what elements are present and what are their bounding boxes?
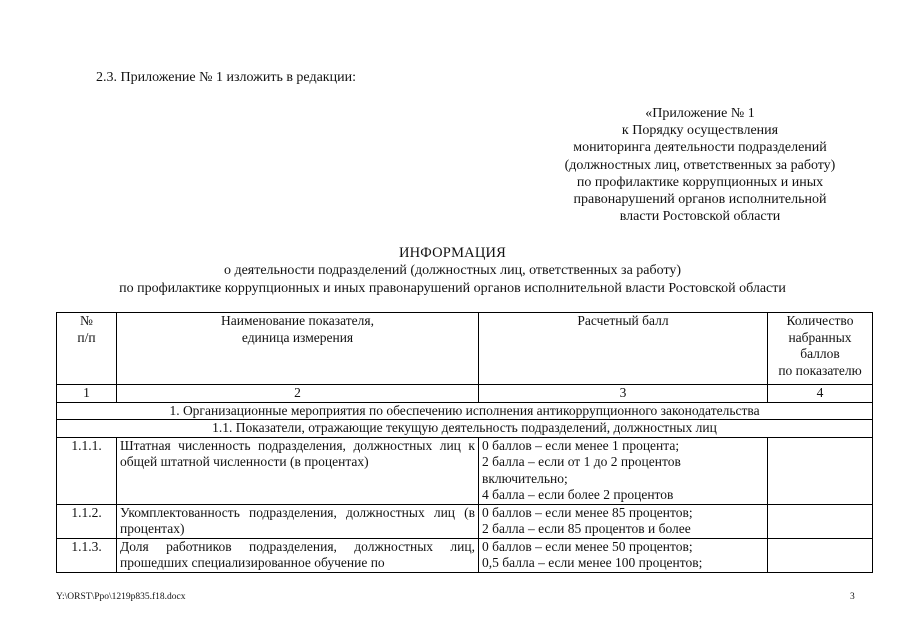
appendix-line: к Порядку осуществления	[621, 123, 779, 139]
table-row	[57, 437, 873, 504]
subsection-title: 1.1. Показатели, отражающие текущую деятельность подразделений, должностных лиц	[57, 420, 873, 438]
header-count-line: по показателю	[778, 362, 862, 378]
appendix-line: «Приложение № 1	[645, 106, 755, 121]
criteria-line: включительно;	[482, 470, 568, 486]
subsection-row	[57, 420, 873, 438]
header-num-line: №	[80, 313, 93, 328]
criteria-line: 0 баллов – если менее 85 процентов;	[482, 504, 693, 520]
appendix-line: мониторинга деятельности подразделений	[573, 140, 827, 156]
document-subtitle: о деятельности подразделений (должностных лиц, ответственных за работу)	[223, 263, 682, 278]
criteria-line: 0 баллов – если менее 50 процентов;	[482, 538, 693, 554]
row-score	[768, 504, 873, 538]
header-num	[57, 313, 117, 385]
column-number: 2	[117, 385, 479, 403]
column-number: 4	[768, 385, 873, 403]
criteria-line: 0,5 балла – если менее 100 процентов;	[482, 555, 703, 570]
table-header-row	[57, 313, 873, 385]
row-criteria	[479, 504, 768, 538]
table-row	[57, 538, 873, 572]
document-title-block	[40, 244, 865, 298]
header-count-line: набранных	[788, 329, 852, 345]
section-title: 1. Организационные мероприятия по обеспечению исполнения антикоррупционного законодательства	[57, 402, 873, 420]
footer-file-path: Y:\ORST\Ppo\1219p835.f18.docx	[56, 592, 186, 602]
row-id: 1.1.3.	[57, 538, 117, 572]
intro-text: 2.3. Приложение № 1 изложить в редакции:	[96, 70, 356, 85]
appendix-line: (должностных лиц, ответственных за работу)	[564, 157, 836, 173]
appendix-header	[520, 105, 880, 225]
document-title: ИНФОРМАЦИЯ	[398, 245, 507, 261]
row-id: 1.1.1.	[57, 437, 117, 504]
criteria-line: 2 балла – если от 1 до 2 процентов	[482, 454, 681, 469]
column-number-row	[57, 385, 873, 403]
row-score	[768, 437, 873, 504]
header-name-line: Наименование показателя,	[221, 313, 374, 328]
table-row	[57, 504, 873, 538]
criteria-line: 2 балла – если 85 процентов и более	[482, 521, 691, 536]
column-number: 3	[479, 385, 768, 403]
row-id: 1.1.2.	[57, 504, 117, 538]
section-row	[57, 402, 873, 420]
column-number: 1	[57, 385, 117, 403]
row-score	[768, 538, 873, 572]
row-criteria	[479, 538, 768, 572]
appendix-line: правонарушений органов исполнительной	[573, 192, 827, 208]
appendix-line: власти Ростовской области	[619, 209, 781, 225]
document-subtitle: по профилактике коррупционных и иных правонарушений органов исполнительной власти Ростовской области	[119, 281, 786, 296]
row-name: Укомплектованность подразделения, должностных лиц (в процентах)	[117, 504, 479, 538]
header-name	[117, 313, 479, 385]
row-criteria	[479, 437, 768, 504]
appendix-line: по профилактике коррупционных и иных	[576, 174, 824, 190]
header-count-line: баллов	[800, 346, 840, 361]
header-name-line: единица измерения	[241, 329, 354, 345]
row-name: Доля работников подразделения, должностных лиц, прошедших специализированное обучение по	[117, 538, 479, 572]
indicators-table	[56, 312, 873, 573]
criteria-line: 0 баллов – если менее 1 процента;	[482, 437, 680, 453]
header-count-line: Количество	[786, 313, 854, 328]
footer-page-number: 3	[850, 592, 855, 602]
criteria-line: 4 балла – если более 2 процентов	[482, 487, 674, 502]
header-count	[768, 313, 873, 385]
header-score: Расчетный балл	[479, 313, 768, 385]
header-num-line: п/п	[77, 329, 96, 345]
row-name: Штатная численность подразделения, должностных лиц к общей штатной численности (в процентах)	[117, 437, 479, 504]
